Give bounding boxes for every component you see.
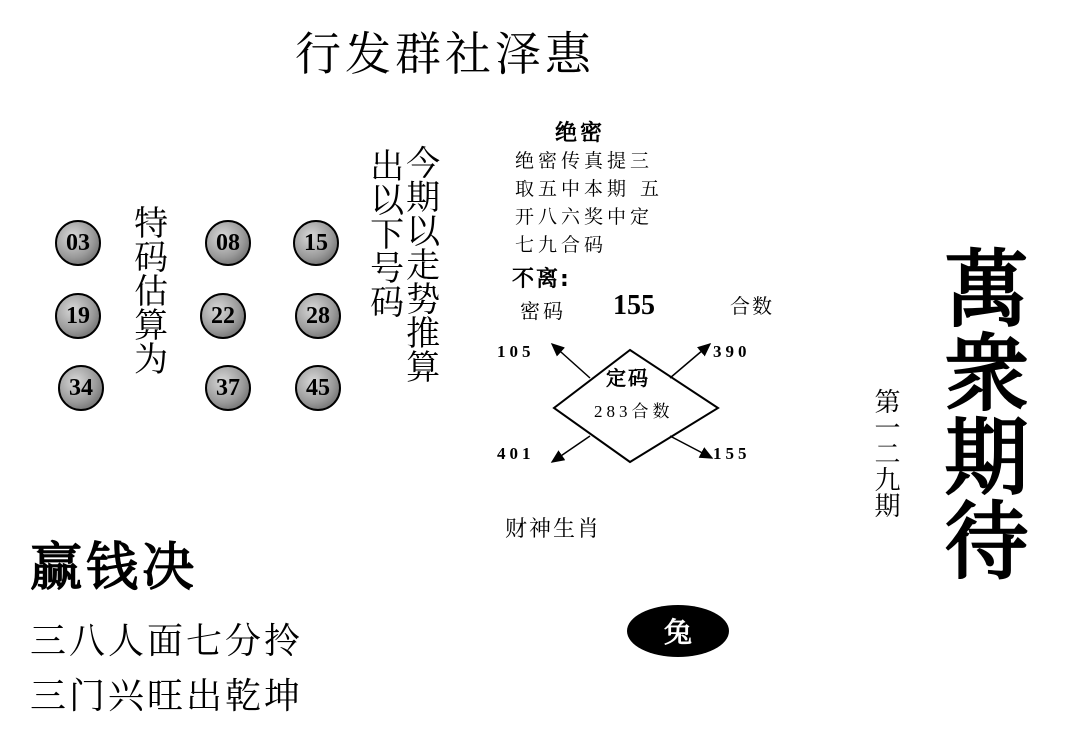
number-ball: 08: [205, 220, 251, 266]
win-line-1: 三八人面七分拎: [30, 621, 304, 662]
number-ball: 45: [295, 365, 341, 411]
diagram-bottom-right: 155: [713, 444, 751, 463]
slogan: 萬衆期待: [931, 245, 1030, 581]
mima-value: 155: [613, 290, 655, 321]
number-ball: 22: [200, 293, 246, 339]
arrow-top-left: [552, 344, 590, 378]
number-ball: 03: [55, 220, 101, 266]
arrow-bottom-left: [552, 436, 590, 462]
special-code-label: 特码估算为: [127, 205, 168, 375]
page-title: 行发群社泽惠: [295, 27, 595, 81]
number-ball: 15: [293, 220, 339, 266]
this-period-text: 今期以走势推算: [399, 145, 440, 383]
diagram-top-left: 105: [497, 342, 535, 361]
secret-heading: 绝密: [555, 121, 606, 146]
diagram-center-title: 定码: [606, 366, 650, 390]
mima-label: 密码: [520, 299, 566, 323]
period-label: 第一二九期: [870, 388, 900, 518]
zodiac-label: 财神生肖: [505, 517, 602, 542]
buli-label: 不离:: [512, 267, 571, 292]
number-ball: 37: [205, 365, 251, 411]
secret-line: 绝密传真提三: [515, 150, 654, 172]
number-ball: 34: [58, 365, 104, 411]
secret-line: 取五中本期 五: [515, 178, 664, 200]
arrow-bottom-right: [670, 436, 712, 458]
zodiac-badge: 兔: [627, 605, 729, 657]
win-line-2: 三门兴旺出乾坤: [30, 676, 304, 717]
win-heading: 赢钱决: [30, 537, 199, 598]
arrow-top-right: [670, 344, 710, 378]
diagram-top-right: 390: [713, 342, 751, 361]
heshu-label: 合数: [730, 294, 774, 318]
diagram-center-value: 283合数: [594, 402, 674, 421]
secret-line: 开八六奖中定: [515, 206, 654, 228]
diagram-bottom-left: 401: [497, 444, 535, 463]
output-numbers-text: 出以下号码: [363, 148, 404, 318]
secret-line: 七九合码: [515, 234, 608, 256]
number-ball: 19: [55, 293, 101, 339]
number-ball: 28: [295, 293, 341, 339]
